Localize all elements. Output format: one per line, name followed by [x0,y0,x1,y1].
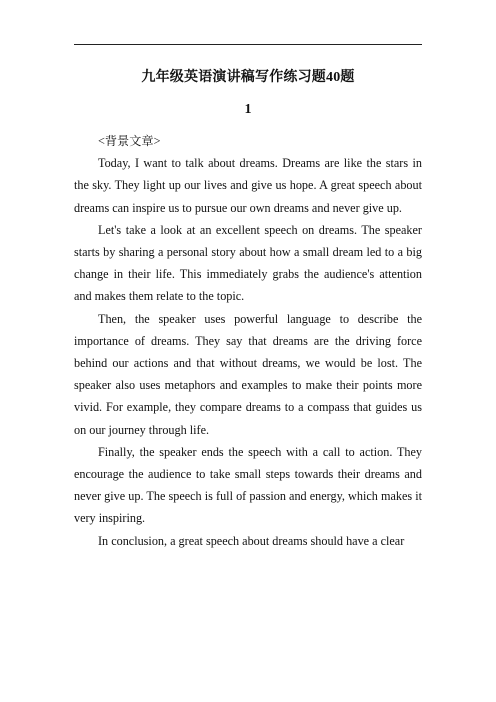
background-article-label: <背景文章> [98,134,161,148]
header-rule [74,44,422,45]
paragraph-3: Then, the speaker uses powerful language to describe the importance of dreams. They say that dreams are the driving force behind our actions and that without dreams, we would be lost. The speaker also uses metaphors and examples to make their points more vivid. For example, they compare dreams to a compass that guides us on our journey through life. [74,311,422,437]
paragraph-4: Finally, the speaker ends the speech with a call to action. They encourage the audience to take small steps towards their dreams and never give up. The speech is full of passion and energy, which makes it very inspiring. [74,444,422,526]
document-title: 九年级英语演讲稿写作练习题40题 [141,70,355,85]
body-text [74,130,422,552]
paragraph-2: Let's take a look at an excellent speech on dreams. The speaker starts by sharing a personal story about how a small dream led to a big change in their life. This immediately grabs the audience's attention and makes them relate to the topic. [74,222,422,304]
paragraph-1: Today, I want to talk about dreams. Dreams are like the stars in the sky. They light up our lives and give us hope. A great speech about dreams can inspire us to pursue our own dreams and never give up. [74,156,422,215]
section-number: 1 [244,102,252,117]
paragraph-5: In conclusion, a great speech about dreams should have a clear [98,533,405,548]
